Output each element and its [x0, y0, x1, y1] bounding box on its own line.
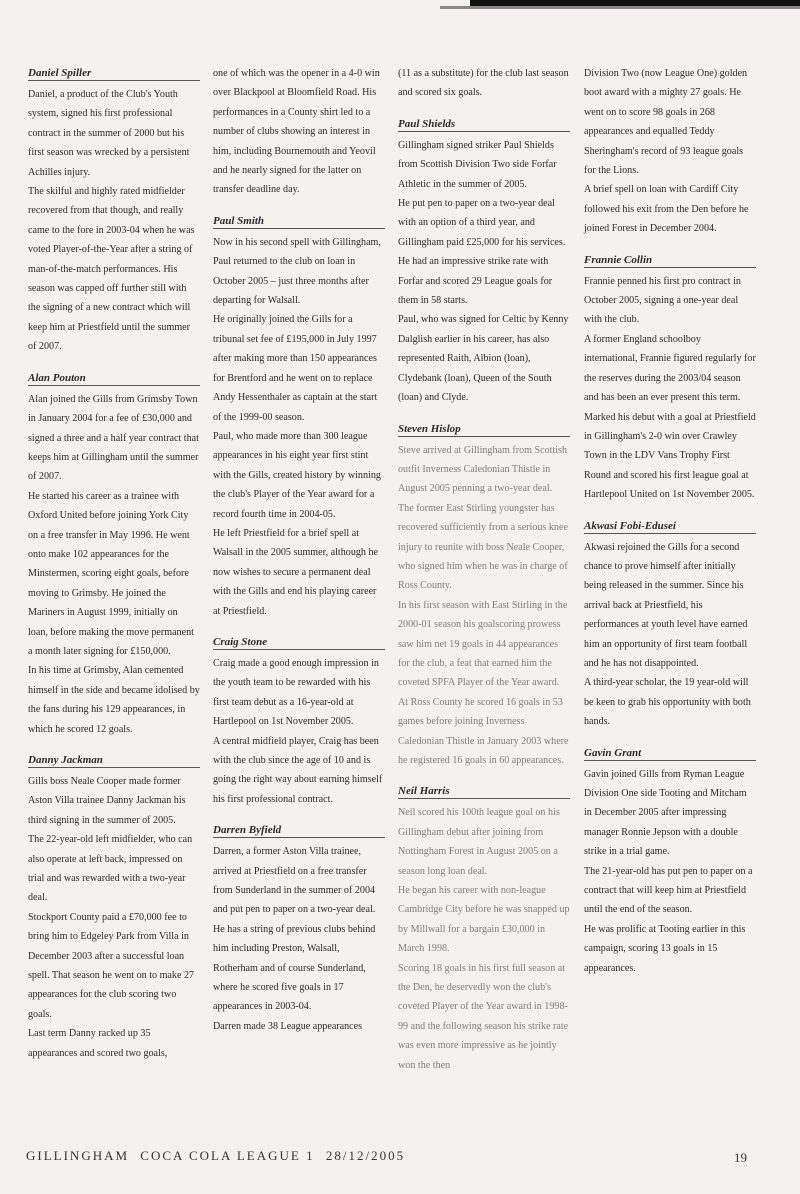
- profile-paragraph: Craig made a good enough impression in the youth team to be rewarded with his first team debut as a 16-year-old at Hartlepool on 1st November 2005.: [213, 657, 379, 728]
- player-profile: [398, 64, 570, 103]
- player-name-heading: Frannie Collin: [584, 253, 756, 268]
- profile-paragraph: Akwasi rejoined the Gills for a second chance to prove himself after initially being released in the summer. Since his arrival back at Priestfield, his performances at youth level have earned him an opportunity of first team football and he has not disappointed.: [584, 541, 748, 669]
- player-name-heading: Steven Hislop: [398, 422, 570, 437]
- player-profile: [584, 64, 756, 239]
- profile-paragraph: Gillingham signed striker Paul Shields from Scottish Division Two side Forfar Athletic in the summer of 2005.: [398, 139, 557, 190]
- page-footer: [26, 1148, 411, 1164]
- profile-paragraph: Stockport County paid a £70,000 fee to bring him to Edgeley Park from Villa in December 2003 after a successful loan spell. That season he went on to make 27 appearances for the club scoring two goals.: [28, 911, 195, 1020]
- profile-paragraph: Gavin joined Gills from Ryman League Division One side Tooting and Mitcham in December 2005 after impressing manager Ronnie Jepson with a double strike in a trial game.: [584, 768, 747, 858]
- profile-paragraph: He originally joined the Gills for a tribunal set fee of £195,000 in July 1997 after making more than 150 appearances for Brentford and he went on to replace Andy Hessenthaler as captain at the start of the 1999-00 season.: [213, 314, 378, 423]
- footer-club: GILLINGHAM: [26, 1148, 130, 1163]
- player-profile: [213, 214, 385, 621]
- profile-paragraph: He began his career with non-league Cambridge City before he was snapped up by Millwall for a bargain £30,000 in March 1998.: [398, 885, 570, 955]
- column-2: [213, 64, 385, 1050]
- player-name-heading: Alan Pouton: [28, 371, 200, 386]
- profile-paragraph: Neil scored his 100th league goal on his Gillingham debut after joining from Nottingham Forest in August 2005 on a season long loan deal.: [398, 807, 560, 877]
- player-profile: [213, 64, 385, 200]
- column-1: [28, 64, 200, 1077]
- profile-paragraph: Daniel, a product of the Club's Youth system, signed his first professional contract in the summer of 2000 but his first season was wrecked by a persistent Achilles injury.: [28, 89, 190, 178]
- profile-paragraph: The 22-year-old left midfielder, who can also operate at left back, impressed on trial and was rewarded with a two-year deal.: [28, 834, 193, 904]
- player-name-heading: Paul Smith: [213, 214, 385, 229]
- player-name-heading: Danny Jackman: [28, 753, 200, 768]
- player-profile: [584, 746, 756, 978]
- profile-paragraph: He has a string of previous clubs behind him including Preston, Walsall, Rotherham and of course Sunderland, where he scored five goals in 17 appearances in 2003-04.: [213, 923, 376, 1013]
- profile-paragraph: Darren, a former Aston Villa trainee, arrived at Priestfield on a free transfer from Sunderland in the summer of 2004 and put pen to paper on a two-year deal.: [213, 846, 376, 916]
- player-name-heading: Craig Stone: [213, 635, 385, 650]
- profile-paragraph: Paul, who made more than 300 league appearances in his eight year first stint with the Gills, created history by winning the club's Player of the Year award for a record fourth time in 2004-05.: [213, 430, 381, 520]
- player-name-heading: Gavin Grant: [584, 746, 756, 761]
- player-profile: [398, 422, 570, 771]
- profile-paragraph: Now in his second spell with Gillingham, Paul returned to the club on loan in October 2005 – just three months after departing for Walsall.: [213, 236, 381, 307]
- column-3: [398, 64, 570, 1089]
- profile-paragraph: The 21-year-old has put pen to paper on a contract that will keep him at Priestfield until the end of the season.: [584, 865, 753, 916]
- profile-paragraph: A brief spell on loan with Cardiff City followed his exit from the Den before he joined Forest in December 2004.: [584, 184, 749, 235]
- profile-paragraph: A former England schoolboy international, Frannie figured regularly for the reserves during the 2003/04 season and has been an ever present this term.: [584, 333, 756, 404]
- profile-paragraph: Gills boss Neale Cooper made former Aston Villa trainee Danny Jackman his third signing in the summer of 2005.: [28, 776, 186, 826]
- profile-paragraph: A third-year scholar, the 19 year-old will be keen to grab his opportunity with both hands.: [584, 677, 751, 728]
- player-name-heading: Akwasi Fobi-Edusei: [584, 519, 756, 534]
- player-name-heading: Paul Shields: [398, 117, 570, 132]
- profile-paragraph: Scoring 18 goals in his first full season at the Den, he deservedly won the club's coveted Player of the Year award in 1998-99 and the following season his strike rate was even more impressive as he jointly won the then: [398, 962, 569, 1071]
- profile-paragraph: Division Two (now League One) golden boot award with a mighty 27 goals. He went on to score 98 goals in 268 appearances and equalled Teddy Sheringham's record of 93 league goals for the Lions.: [584, 68, 748, 177]
- footer-league: COCA COLA LEAGUE 1: [140, 1148, 315, 1163]
- profile-paragraph: Steve arrived at Gillingham from Scottish outfit Inverness Caledonian Thistle in August 2005 penning a two-year deal. The former East Stirling youngster has recovered sufficiently from a serious knee injury to reunite with boss Neale Cooper, who signed him when he was in charge of Ross County.: [398, 444, 568, 592]
- profile-paragraph: He put pen to paper on a two-year deal with an option of a third year, and Gillingham paid £25,000 for his services. He had an impressive strike rate with Forfar and scored 29 League goals for them in 58 starts.: [398, 198, 566, 307]
- player-profile: [28, 371, 200, 739]
- player-profile: [398, 784, 570, 1075]
- profile-paragraph: Frannie penned his first pro contract in October 2005, signing a one-year deal with the club.: [584, 275, 741, 326]
- player-profile: [28, 753, 200, 1063]
- profile-paragraph: A central midfield player, Craig has been with the club since the age of 10 and is going the right way about earning himself his first professional contract.: [213, 735, 383, 805]
- player-name-heading: Daniel Spiller: [28, 66, 200, 81]
- player-profile: [213, 635, 385, 809]
- profile-paragraph: He left Priestfield for a brief spell at Walsall in the 2005 summer, although he now wishes to secure a permanent deal with the Gills and end his playing career at Priestfield.: [213, 527, 379, 617]
- player-profile: [584, 519, 756, 732]
- player-profile: [584, 253, 756, 505]
- page-number: 19: [734, 1150, 747, 1165]
- profile-paragraph: He was prolific at Tooting earlier in this campaign, scoring 13 goals in 15 appearances.: [584, 923, 746, 974]
- top-edge-band: [0, 0, 800, 14]
- profile-paragraph: one of which was the opener in a 4-0 win over Blackpool at Bloomfield Road. His performances in a County shirt led to a number of clubs showing an interest in him, including Bournemouth and Yeovil and he nearly signed for the latter on transfer deadline day.: [213, 68, 380, 196]
- player-name-heading: Darren Byfield: [213, 823, 385, 838]
- column-4: [584, 64, 756, 992]
- player-name-heading: Neil Harris: [398, 784, 570, 799]
- player-profile: [398, 117, 570, 408]
- profile-paragraph: The skilful and highly rated midfielder recovered from that though, and really came to the fore in 2003-04 when he was voted Player-of-the-Year after a string of man-of-the-match performances. His season was capped off further still with the signing of a new contract which will keep him at Priestfield until the summer of 2007.: [28, 186, 195, 353]
- profile-paragraph: Alan joined the Gills from Grimsby Town in January 2004 for a fee of £30,000 and signed a three and a half year contract that keeps him at Gillingham until the summer of 2007.: [28, 393, 199, 483]
- profile-paragraph: Last term Danny racked up 35 appearances and scored two goals,: [28, 1028, 168, 1059]
- profile-paragraph: In his time at Grimsby, Alan cemented himself in the side and became idolised by the fans during his 129 appearances, in which he scored 12 goals.: [28, 665, 200, 735]
- footer-date: 28/12/2005: [325, 1148, 406, 1163]
- profile-paragraph: (11 as a substitute) for the club last season and scored six goals.: [398, 68, 569, 99]
- profile-paragraph: Paul, who was signed for Celtic by Kenny Dalglish earlier in his career, has also represented Raith, Albion (loan), Clydebank (loan), Queen of the South (loan) and Clyde.: [398, 314, 569, 404]
- top-grey-strip: [440, 6, 800, 9]
- player-profile: [28, 66, 200, 357]
- player-profile: [213, 823, 385, 1036]
- profile-paragraph: In his first season with East Stirling in the 2000-01 season his goalscoring prowess saw him net 19 goals in 44 appearances for the club, a feat that earned him the coveted SPFA Player of the Year award. At Ross County he scored 16 goals in 53 games before joining Inverness Caledonian Thistle in January 2003 where he registered 16 goals in 60 appearances.: [398, 599, 569, 766]
- profile-paragraph: Darren made 38 League appearances: [213, 1020, 363, 1032]
- profile-paragraph: Marked his debut with a goal at Priestfield in Gillingham's 2-0 win over Crawley Town in the LDV Vans Trophy First Round and scored his first league goal at Hartlepool United on 1st November 2005.: [584, 411, 756, 501]
- profile-paragraph: He started his career as a trainee with Oxford United before joining York City on a free transfer in May 1996. He went onto make 102 appearances for the Minstermen, scoring eight goals, before moving to Grimsby. He joined the Mariners in August 1999, initially on loan, before making the move permanent a month later signing for £150,000.: [28, 490, 194, 657]
